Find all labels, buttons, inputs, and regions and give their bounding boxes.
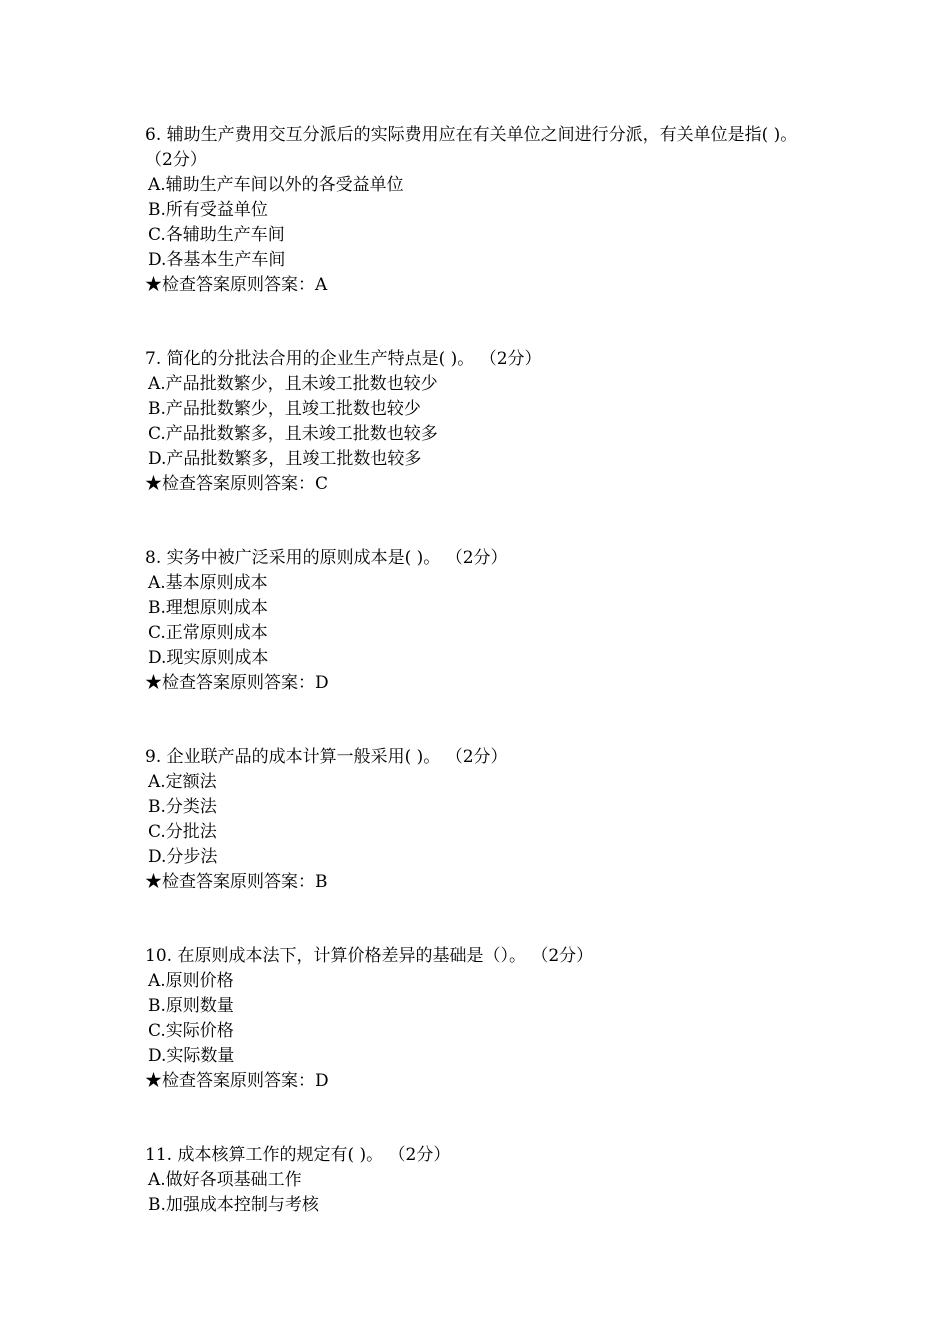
option-c: C.分批法 bbox=[148, 822, 217, 842]
option-a: A.原则价格 bbox=[148, 971, 234, 991]
option-d: D.分步法 bbox=[148, 847, 218, 867]
option-c: C.正常原则成本 bbox=[148, 623, 268, 643]
question-8 bbox=[145, 546, 825, 696]
question-6 bbox=[145, 123, 825, 298]
answer-line: ★检查答案原则答案：A bbox=[145, 275, 328, 295]
question-stem: 7. 简化的分批法合用的企业生产特点是( )。 （2分） bbox=[145, 349, 542, 369]
option-b: B.分类法 bbox=[148, 797, 217, 817]
question-stem: 10. 在原则成本法下，计算价格差异的基础是（）。 （2分） bbox=[145, 946, 594, 966]
question-7 bbox=[145, 347, 825, 497]
option-a: A.基本原则成本 bbox=[148, 573, 268, 593]
answer-line: ★检查答案原则答案：D bbox=[145, 1071, 329, 1091]
option-c: C.各辅助生产车间 bbox=[148, 225, 285, 245]
option-a: A.产品批数繁少，且未竣工批数也较少 bbox=[148, 374, 438, 394]
question-stem: 11. 成本核算工作的规定有( )。 （2分） bbox=[145, 1145, 451, 1165]
option-a: A.做好各项基础工作 bbox=[148, 1170, 302, 1190]
option-b: B.加强成本控制与考核 bbox=[148, 1195, 319, 1215]
option-d: D.现实原则成本 bbox=[148, 648, 269, 668]
question-stem: 8. 实务中被广泛采用的原则成本是( )。 （2分） bbox=[145, 548, 508, 568]
option-a: A.辅助生产车间以外的各受益单位 bbox=[148, 175, 404, 195]
option-b: B.产品批数繁少，且竣工批数也较少 bbox=[148, 399, 421, 419]
question-9 bbox=[145, 745, 825, 895]
option-a: A.定额法 bbox=[148, 772, 217, 792]
answer-line: ★检查答案原则答案：D bbox=[145, 673, 329, 693]
option-c: C.产品批数繁多，且未竣工批数也较多 bbox=[148, 424, 438, 444]
question-stem: 9. 企业联产品的成本计算一般采用( )。 （2分） bbox=[145, 747, 508, 767]
option-b: B.所有受益单位 bbox=[148, 200, 268, 220]
question-10 bbox=[145, 944, 825, 1094]
option-c: C.实际价格 bbox=[148, 1021, 234, 1041]
option-b: B.理想原则成本 bbox=[148, 598, 268, 618]
option-d: D.实际数量 bbox=[148, 1046, 235, 1066]
option-d: D.产品批数繁多，且竣工批数也较多 bbox=[148, 449, 422, 469]
answer-line: ★检查答案原则答案：B bbox=[145, 872, 328, 892]
option-b: B.原则数量 bbox=[148, 996, 234, 1016]
question-11 bbox=[145, 1143, 825, 1218]
question-stem: 6. 辅助生产费用交互分派后的实际费用应在有关单位之间进行分派，有关单位是指( )。 （2分） bbox=[145, 125, 798, 170]
option-d: D.各基本生产车间 bbox=[148, 250, 286, 270]
answer-line: ★检查答案原则答案：C bbox=[145, 474, 329, 494]
